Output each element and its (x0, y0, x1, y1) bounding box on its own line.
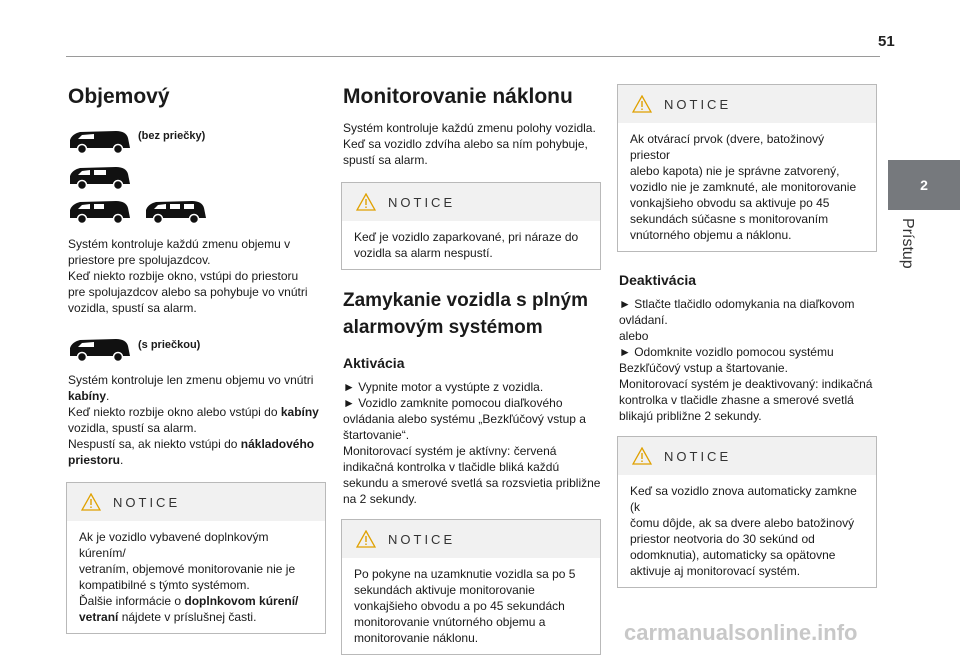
text-line: kontrolka v tlačidle zhasne a smerové svetlá (619, 393, 854, 407)
page-number: 51 (878, 33, 895, 50)
column-volumetric (68, 80, 326, 634)
notice-body (342, 558, 600, 654)
text-line: sekundách súčasne s monitorovaním (630, 212, 829, 226)
activation-paragraph (343, 379, 601, 507)
text-line: pre spolujazdcov alebo sa pohybuje vo vnútri (68, 285, 308, 300)
text-line: ovládania alebo systému „Bezkľúčový vstup a (343, 412, 586, 427)
text-line: spustí sa alarm. (343, 153, 428, 168)
text-line: Po pokyne na uzamknutie vozidla sa po 5 (354, 567, 576, 582)
text-line: na 2 sekundy. (343, 492, 417, 507)
van-no-partition (68, 128, 326, 154)
text-line: priestor neotvoria do 30 sekúnd od (630, 532, 815, 546)
watermark: carmanualsonline.info (624, 620, 858, 645)
notice-body (342, 221, 600, 269)
text-line: ► Stlačte tlačidlo odomykania na diaľkovom (619, 297, 855, 311)
warning-icon (632, 447, 652, 465)
notice-title: NOTICE (388, 194, 456, 210)
chapter-label: Prístup (899, 218, 916, 269)
text-line: monitorovanie vnútorného objemu a (354, 615, 546, 630)
text-line: vozidla, spustí sa alarm. (68, 301, 197, 316)
notice-title: NOTICE (113, 494, 181, 510)
van-with-partition (68, 336, 326, 362)
car-label: (s priečkou) (138, 339, 201, 352)
notice-body (618, 123, 876, 251)
text-line: ovládaní. (619, 313, 668, 327)
heading-line: Zamykanie vozidla s plným (343, 290, 588, 312)
van-icon (68, 128, 132, 154)
text-line: Keď je vozidlo zaparkované, pri náraze do (354, 230, 579, 245)
van-row-3 (68, 198, 326, 224)
text-line: sekundu a smerové svetlá sa rozsvietia približne (343, 476, 601, 491)
text-line: Systém kontroluje len zmenu objemu vo vnútri (68, 373, 314, 388)
partition-paragraph (68, 372, 326, 468)
subheading-deactivation: Deaktivácia (619, 272, 697, 288)
notice-body (67, 521, 325, 633)
text-line: Monitorovací systém je deaktivovaný: indikačná (619, 377, 873, 391)
notice-header (618, 437, 876, 475)
warning-icon (632, 95, 652, 113)
text-line: sekundách aktivuje monitorovanie (354, 583, 535, 598)
text-line: Keď niekto rozbije okno alebo vstúpi do kabíny (68, 405, 319, 420)
notice-header (618, 85, 876, 123)
text-line: alebo kapota) nie je správne zatvorený, (630, 164, 840, 178)
text-line: vozidlo nie je zamknuté, ale monitorovanie (630, 180, 857, 194)
warning-icon (81, 493, 101, 511)
header-rule (66, 56, 880, 57)
section-title-tilt: Monitorovanie náklonu (343, 85, 573, 108)
notice-title: NOTICE (388, 531, 456, 547)
notice-header (342, 183, 600, 221)
subheading-activation: Aktivácia (343, 355, 405, 372)
notice-box (341, 182, 601, 270)
text-line: aktivuje aj monitorovací systém. (630, 564, 801, 578)
tilt-paragraph (343, 120, 601, 168)
text-line: ► Odomknite vozidlo pomocou systému (619, 345, 834, 359)
section-title-full-alarm (343, 288, 601, 341)
text-line: kompatibilné s týmto systémom. (79, 578, 250, 593)
text-line: odomknutia), automaticky sa opätovne (630, 548, 836, 562)
van-row-2 (68, 164, 326, 190)
car-label: (bez priečky) (138, 130, 206, 143)
notice-title: NOTICE (664, 448, 732, 464)
section-title-volumetric: Objemový (68, 85, 170, 108)
heading-line: alarmovým systémom (343, 316, 543, 338)
text-line: Ak otvárací prvok (dvere, batožinový priestor (630, 132, 825, 162)
notice-title: NOTICE (664, 96, 732, 112)
text-line: Systém kontroluje každú zmenu polohy vozidla. (343, 121, 596, 136)
warning-icon (356, 193, 376, 211)
text-line: Ak je vozidlo vybavené doplnkovým kúrením/ (79, 530, 269, 561)
volumetric-paragraph (68, 236, 326, 316)
notice-box (66, 482, 326, 634)
chapter-number: 2 (920, 177, 928, 193)
notice-box (617, 436, 877, 588)
text-line: Nespustí sa, ak niekto vstúpi do nákladového (68, 437, 315, 452)
text-line: vonkajšieho obvodu a po 45 sekundách (354, 599, 565, 614)
text-line: vnútorného objemu a náklonu. (630, 228, 792, 242)
column-tilt (343, 80, 601, 655)
text-line: ► Vozidlo zamknite pomocou diaľkového (343, 396, 563, 411)
text-line: Ďalšie informácie o doplnkovom kúrení/ (79, 594, 299, 609)
text-line: vozidla, spustí sa alarm. (68, 421, 197, 436)
warning-icon (356, 530, 376, 548)
notice-header (67, 483, 325, 521)
text-line: ► Vypnite motor a vystúpte z vozidla. (343, 380, 544, 395)
text-line: Bezkľúčový vstup a štartovanie. (619, 361, 788, 375)
deactivation-paragraph (619, 296, 877, 424)
text-line: štartovanie“. (343, 428, 410, 443)
notice-box (617, 84, 877, 252)
text-line: Keď sa vozidlo znova automaticky zamkne (k (630, 484, 857, 514)
van-icon (68, 198, 132, 224)
text-line: priestore pre spolujazdcov. (68, 253, 211, 268)
text-line: vetraní nájdete v príslušnej časti. (79, 610, 257, 625)
text-line: Keď sa vozidlo zdvíha alebo sa ním pohybuje, (343, 137, 588, 152)
text-line: priestoru. (68, 453, 124, 468)
text-line: vonkajšieho obvodu sa aktivuje po 45 (630, 196, 830, 210)
column-deactivation (619, 80, 877, 588)
notice-box (341, 519, 601, 655)
notice-body (618, 475, 876, 587)
text-line: blikajú približne 2 sekundy. (619, 409, 762, 423)
text-line: Monitorovací systém je aktívny: červená (343, 444, 557, 459)
text-line: kabíny. (68, 389, 110, 404)
van-icon (144, 198, 208, 224)
text-line: monitorovanie náklonu. (354, 631, 479, 646)
notice-header (342, 520, 600, 558)
text-line: vetraním, objemové monitorovanie nie je (79, 562, 296, 577)
van-icon (68, 164, 132, 190)
chapter-tab[interactable] (888, 160, 960, 210)
text-line: Systém kontroluje každú zmenu objemu v (68, 237, 291, 252)
text-line: čomu dôjde, ak sa dvere alebo batožinový (630, 516, 855, 530)
van-icon (68, 336, 132, 362)
text-line: alebo (619, 329, 649, 343)
text-line: vozidla sa alarm nespustí. (354, 246, 493, 261)
text-line: indikačná kontrolka v tlačidle bliká každú (343, 460, 560, 475)
text-line: Keď niekto rozbije okno, vstúpi do priestoru (68, 269, 299, 284)
